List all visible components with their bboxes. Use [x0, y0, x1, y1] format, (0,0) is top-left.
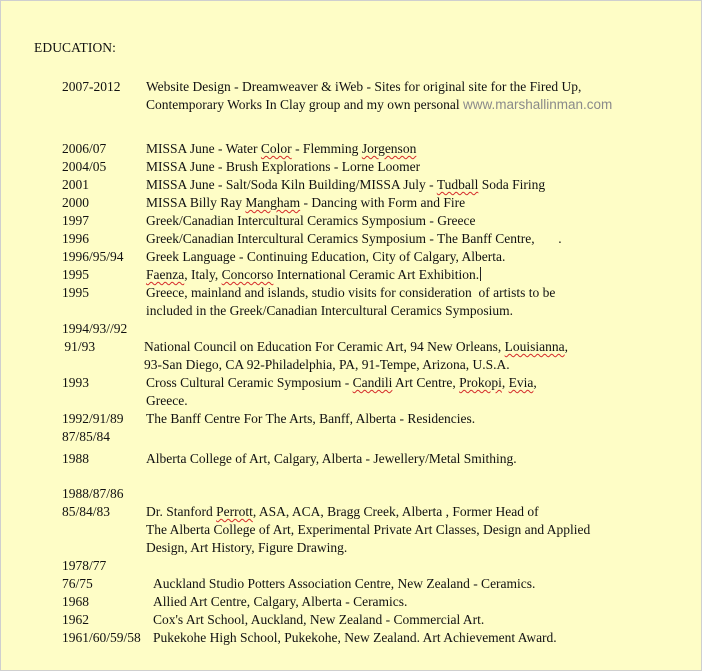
- entry-date: 1995: [62, 267, 89, 282]
- entry-description-line: Cross Cultural Ceramic Symposium - Candili Art Centre, Prokopi, Evia,: [146, 375, 537, 390]
- entry-date: 76/75: [62, 576, 93, 591]
- entry-date: 1997: [62, 213, 89, 228]
- entry-description-line: Alberta College of Art, Calgary, Alberta - Jewellery/Metal Smithing.: [146, 451, 517, 466]
- entry-date: 87/85/84: [62, 429, 111, 444]
- entry-description-line: MISSA June - Water Color - Flemming Jorgenson: [146, 141, 417, 156]
- entry-description-line: Cox's Art School, Auckland, New Zealand - Commercial Art.: [153, 612, 485, 627]
- entry-date: 1993: [62, 375, 89, 390]
- entry-description-line: MISSA Billy Ray Mangham - Dancing with Form and Fire: [146, 195, 466, 210]
- entry-date: 1996/95/94: [62, 249, 124, 264]
- entry-description-line: MISSA June - Salt/Soda Kiln Building/MISSA July - Tudball Soda Firing: [146, 177, 546, 192]
- entry-description-line: Contemporary Works In Clay group and my own personal www.marshallinman.com: [146, 97, 613, 112]
- entry-description-line: included in the Greek/Canadian Intercultural Ceramics Symposium.: [146, 303, 514, 318]
- entry-date: 2007-2012: [62, 79, 121, 94]
- misspelled-word: Mangham: [245, 195, 301, 210]
- entry-date: 1996: [62, 231, 89, 246]
- entry-description-line: Website Design - Dreamweaver & iWeb - Sites for original site for the Fired Up,: [146, 79, 582, 94]
- entry-description-line: Dr. Stanford Perrott, ASA, ACA, Bragg Creek, Alberta , Former Head of: [146, 504, 539, 519]
- website-link[interactable]: www.marshallinman.com: [463, 97, 613, 112]
- section-heading: EDUCATION:: [34, 40, 116, 55]
- misspelled-word: Louisianna: [504, 339, 565, 354]
- misspelled-word: Color: [260, 141, 292, 156]
- entry-description-line: National Council on Education For Ceramic Art, 94 New Orleans, Louisianna,: [144, 339, 569, 354]
- entry-date: 1978/77: [62, 558, 107, 573]
- misspelled-word: Concorso: [221, 267, 274, 282]
- misspelled-word: Tudball: [436, 177, 479, 192]
- misspelled-word: Faenza: [146, 267, 185, 282]
- entry-date: 2000: [62, 195, 89, 210]
- entry-date: 2004/05: [62, 159, 107, 174]
- entry-description-line: Greece, mainland and islands, studio visits for consideration of artists to be: [146, 285, 556, 300]
- entry-date: 1968: [62, 594, 89, 609]
- entry-description-line: 93-San Diego, CA 92-Philadelphia, PA, 91-Tempe, Arizona, U.S.A.: [144, 357, 510, 372]
- entry-date: 1995: [62, 285, 89, 300]
- misspelled-word: Jorgenson: [361, 141, 417, 156]
- misspelled-word: Candili: [352, 375, 393, 390]
- entry-description-line: Greek Language - Continuing Education, City of Calgary, Alberta.: [146, 249, 506, 264]
- entry-date: 1961/60/59/58: [62, 630, 141, 645]
- entry-date: 1988: [62, 451, 89, 466]
- entry-description-line: Greek/Canadian Intercultural Ceramics Symposium - The Banff Centre, .: [146, 231, 562, 246]
- entry-date: 85/84/83: [62, 504, 111, 519]
- entry-description-line: Allied Art Centre, Calgary, Alberta - Ceramics.: [153, 594, 408, 609]
- misspelled-word: Prokopi: [459, 375, 502, 390]
- entry-description-line: Design, Art History, Figure Drawing.: [146, 540, 348, 555]
- entry-date: 1962: [62, 612, 89, 627]
- entry-date: 1992/91/89: [62, 411, 124, 426]
- entry-date: 91/93: [61, 339, 96, 354]
- text-cursor: [480, 267, 481, 281]
- entry-description-line: Auckland Studio Potters Association Centre, New Zealand - Ceramics.: [153, 576, 536, 591]
- entry-description-line: Greek/Canadian Intercultural Ceramics Symposium - Greece: [146, 213, 476, 228]
- entry-description-line: Pukekohe High School, Pukekohe, New Zealand. Art Achievement Award.: [153, 630, 557, 645]
- entry-date: 1988/87/86: [62, 486, 124, 501]
- entry-description-line: Greece.: [146, 393, 188, 408]
- entry-description-line: The Banff Centre For The Arts, Banff, Alberta - Residencies.: [146, 411, 476, 426]
- misspelled-word: Perrott: [216, 504, 253, 519]
- entry-date: 2001: [62, 177, 89, 192]
- entry-description-line: MISSA June - Brush Explorations - Lorne Loomer: [146, 159, 421, 174]
- entry-date: 2006/07: [62, 141, 107, 156]
- entry-description-line: Faenza, Italy, Concorso International Ceramic Art Exhibition.: [146, 267, 480, 282]
- entry-date: 1994/93//92: [62, 321, 128, 336]
- entry-description-line: The Alberta College of Art, Experimental Private Art Classes, Design and Applied: [146, 522, 591, 537]
- misspelled-word: Evia: [508, 375, 534, 390]
